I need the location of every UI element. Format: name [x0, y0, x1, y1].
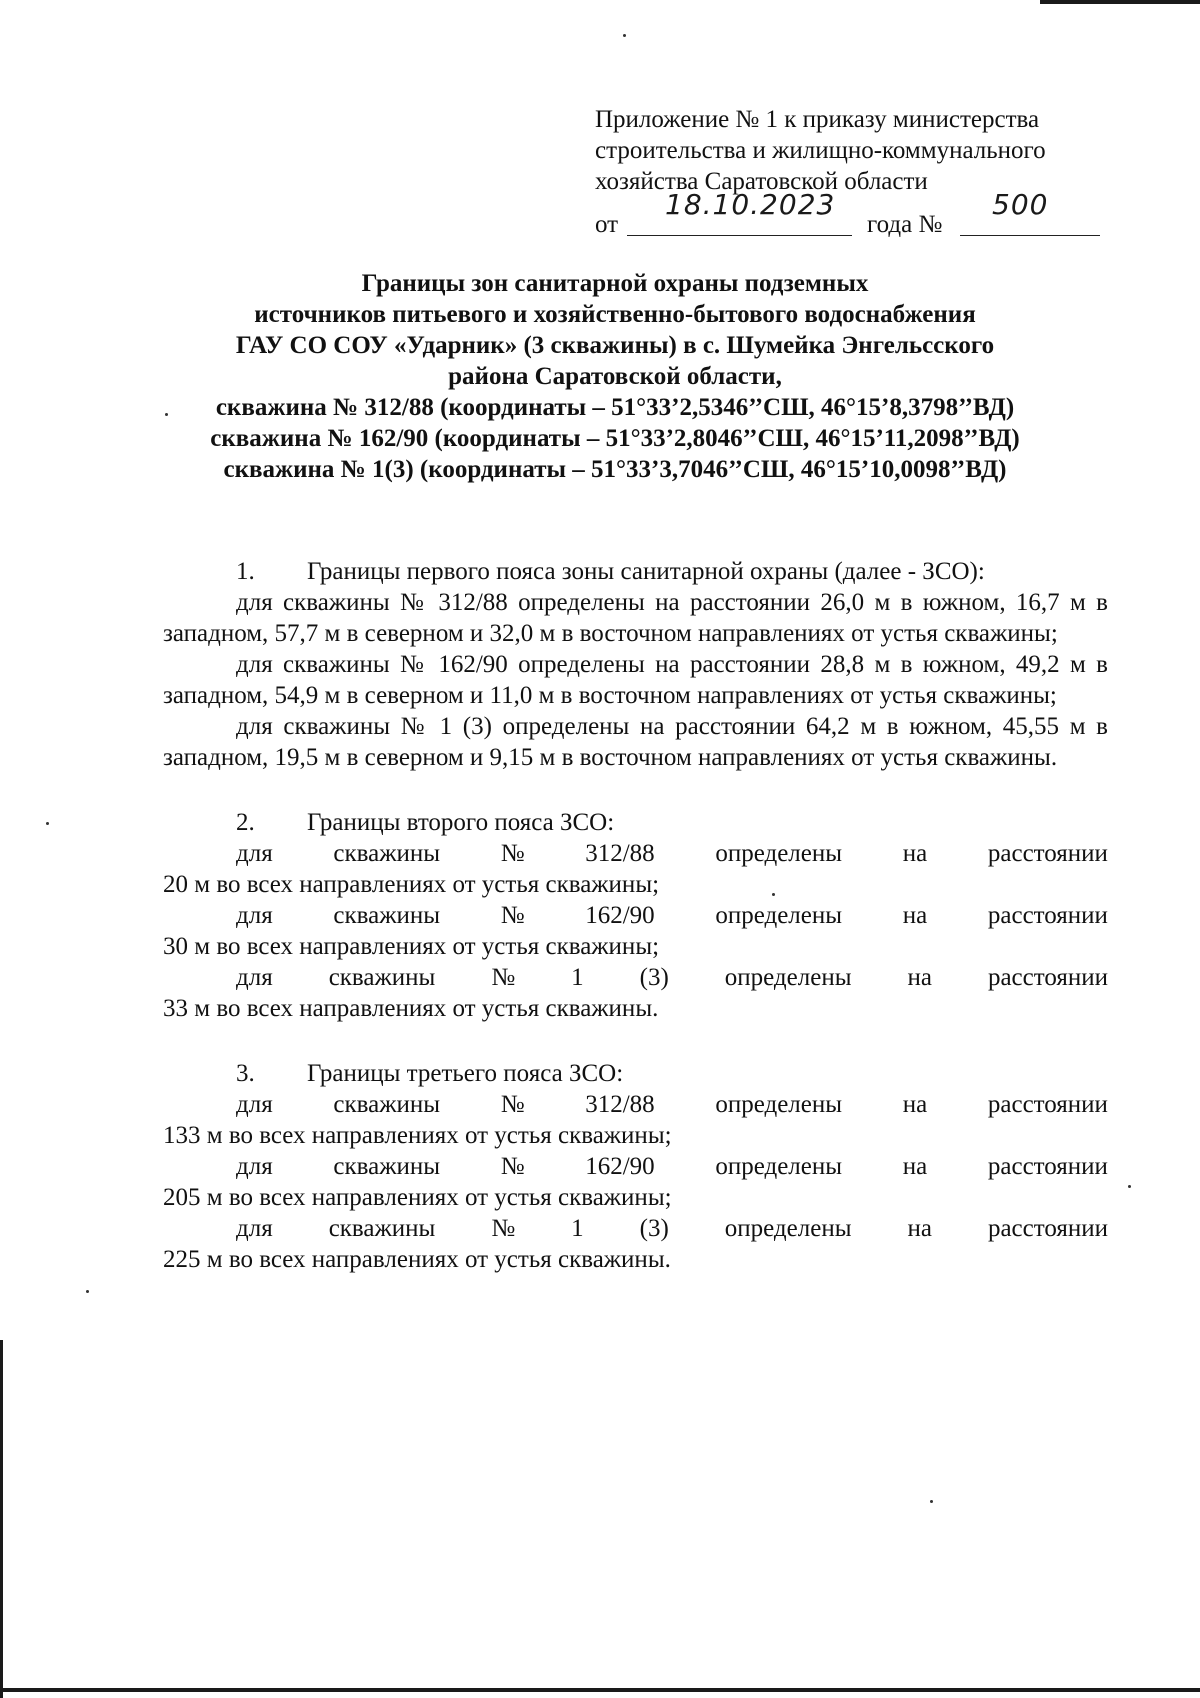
word: на [907, 964, 932, 991]
word: 312/88 [585, 1091, 655, 1118]
word: расстоянии [987, 902, 1108, 929]
header-line-1: Приложение № 1 к приказу министерства [595, 106, 1040, 133]
word: определены [715, 1091, 843, 1118]
scan-edge-top [1040, 0, 1200, 4]
scan-edge-bottom [0, 1688, 1200, 1692]
continuation-line: 205 м во всех направлениях от устья скважины; [163, 1184, 672, 1211]
title-line: района Саратовской области, [448, 363, 782, 390]
word: определены [715, 902, 843, 929]
title-line: источников питьевого и хозяйственно-бытового водоснабжения [254, 301, 976, 328]
order-date-line [595, 188, 1115, 238]
word: 162/90 [585, 902, 655, 929]
continuation-line: 33 м во всех направлениях от устья скважины. [163, 995, 659, 1022]
word: определены [715, 840, 843, 867]
spread-line [163, 838, 1108, 869]
word: расстоянии [987, 1091, 1108, 1118]
year-number-label: года № [867, 211, 943, 238]
continuation-line: 20 м во всех направлениях от устья скважины; [163, 871, 660, 898]
word: для [236, 1091, 273, 1118]
section-heading [163, 807, 1108, 838]
word: скважины [333, 1153, 441, 1180]
word: расстоянии [987, 1215, 1108, 1242]
handwritten-date: 18.10.2023 [665, 188, 836, 221]
well-coordinates-line: скважина № 312/88 (координаты – 51°33’2,5346’’СШ, 46°15’8,3798’’ВД) [215, 394, 1015, 421]
word: скважины [328, 964, 436, 991]
continuation-line: 225 м во всех направлениях от устья скважины. [163, 1246, 671, 1273]
order-number-field [960, 188, 1100, 236]
header-line-3: хозяйства Саратовской области [595, 168, 928, 195]
word: на [902, 840, 928, 867]
word: для [236, 1215, 273, 1242]
continuation-line: 133 м во всех направлениях от устья скважины; [163, 1122, 672, 1149]
word: на [907, 1215, 932, 1242]
spread-line [163, 962, 1108, 993]
section-first-belt [163, 556, 1108, 773]
order-date-field [627, 188, 852, 236]
scan-edge-left [0, 1340, 3, 1698]
word: № [500, 840, 525, 867]
document-title [80, 268, 1150, 485]
word: № [500, 1091, 525, 1118]
word: 162/90 [585, 1153, 655, 1180]
handwritten-number: 500 [992, 188, 1049, 221]
word: 1 [571, 1215, 584, 1242]
word: на [902, 1153, 928, 1180]
spread-line [163, 900, 1108, 931]
scan-speck [46, 822, 49, 825]
continuation-line: 30 м во всех направлениях от устья скважины; [163, 933, 660, 960]
word: на [902, 902, 928, 929]
word: определены [724, 964, 852, 991]
word: для [236, 902, 273, 929]
section-number: 3. [236, 1060, 255, 1087]
word: № [500, 1153, 525, 1180]
scan-speck [623, 34, 626, 37]
word: расстоянии [987, 1153, 1108, 1180]
word: № [491, 1215, 516, 1242]
paragraph: для скважины № 162/90 определены на расстоянии 28,8 м в южном, 49,2 м в западном, 54,9 м в северном и 11,0 м в восточном направлениях от устья скважины; [163, 651, 1108, 709]
well-coordinates-line: скважина № 162/90 (координаты – 51°33’2,8046’’СШ, 46°15’11,2098’’ВД) [210, 425, 1020, 452]
section-second-belt [163, 807, 1108, 1024]
word: скважины [333, 902, 441, 929]
paragraph: для скважины № 312/88 определены на расстоянии 26,0 м в южном, 16,7 м в западном, 57,7 м в северном и 32,0 м в восточном направлениях от устья скважины; [163, 589, 1108, 647]
word: для [236, 964, 273, 991]
section-heading [163, 556, 1108, 587]
title-line: ГАУ СО СОУ «Ударник» (3 скважины) в с. Шумейка Энгельсского [235, 332, 995, 359]
word: № [491, 964, 516, 991]
section-number: 2. [236, 809, 255, 836]
title-line: Границы зон санитарной охраны подземных [361, 270, 869, 297]
word: для [236, 840, 273, 867]
word: определены [724, 1215, 852, 1242]
scan-speck [1128, 1185, 1131, 1188]
word: (3) [639, 1215, 669, 1242]
word: скважины [333, 840, 441, 867]
section-heading-text: Границы первого пояса зоны санитарной охраны (далее - ЗСО): [307, 558, 985, 585]
well-coordinates-line: скважина № 1(3) (координаты – 51°33’3,7046’’СШ, 46°15’10,0098’’ВД) [223, 456, 1007, 483]
scan-speck [86, 1290, 89, 1293]
section-heading [163, 1058, 1108, 1089]
word: 312/88 [585, 840, 655, 867]
appendix-header [595, 104, 1115, 237]
word: 1 [571, 964, 584, 991]
word: на [902, 1091, 928, 1118]
spread-line [163, 1151, 1108, 1182]
word: скважины [333, 1091, 441, 1118]
word: № [500, 902, 525, 929]
section-third-belt [163, 1058, 1108, 1275]
spread-line [163, 1089, 1108, 1120]
from-label: от [595, 211, 619, 238]
spread-line [163, 1213, 1108, 1244]
section-heading-text: Границы третьего пояса ЗСО: [307, 1060, 624, 1087]
word: (3) [639, 964, 669, 991]
word: расстоянии [987, 964, 1108, 991]
word: для [236, 1153, 273, 1180]
scan-speck [930, 1500, 933, 1503]
document-body [163, 556, 1108, 1275]
section-number: 1. [236, 558, 255, 585]
word: скважины [328, 1215, 436, 1242]
header-line-2: строительства и жилищно-коммунального [595, 137, 1046, 164]
paragraph: для скважины № 1 (3) определены на расстоянии 64,2 м в южном, 45,55 м в западном, 19,5 м в северном и 9,15 м в восточном направлениях от устья скважины. [163, 713, 1108, 771]
word: определены [715, 1153, 843, 1180]
section-heading-text: Границы второго пояса ЗСО: [307, 809, 615, 836]
word: расстоянии [987, 840, 1108, 867]
